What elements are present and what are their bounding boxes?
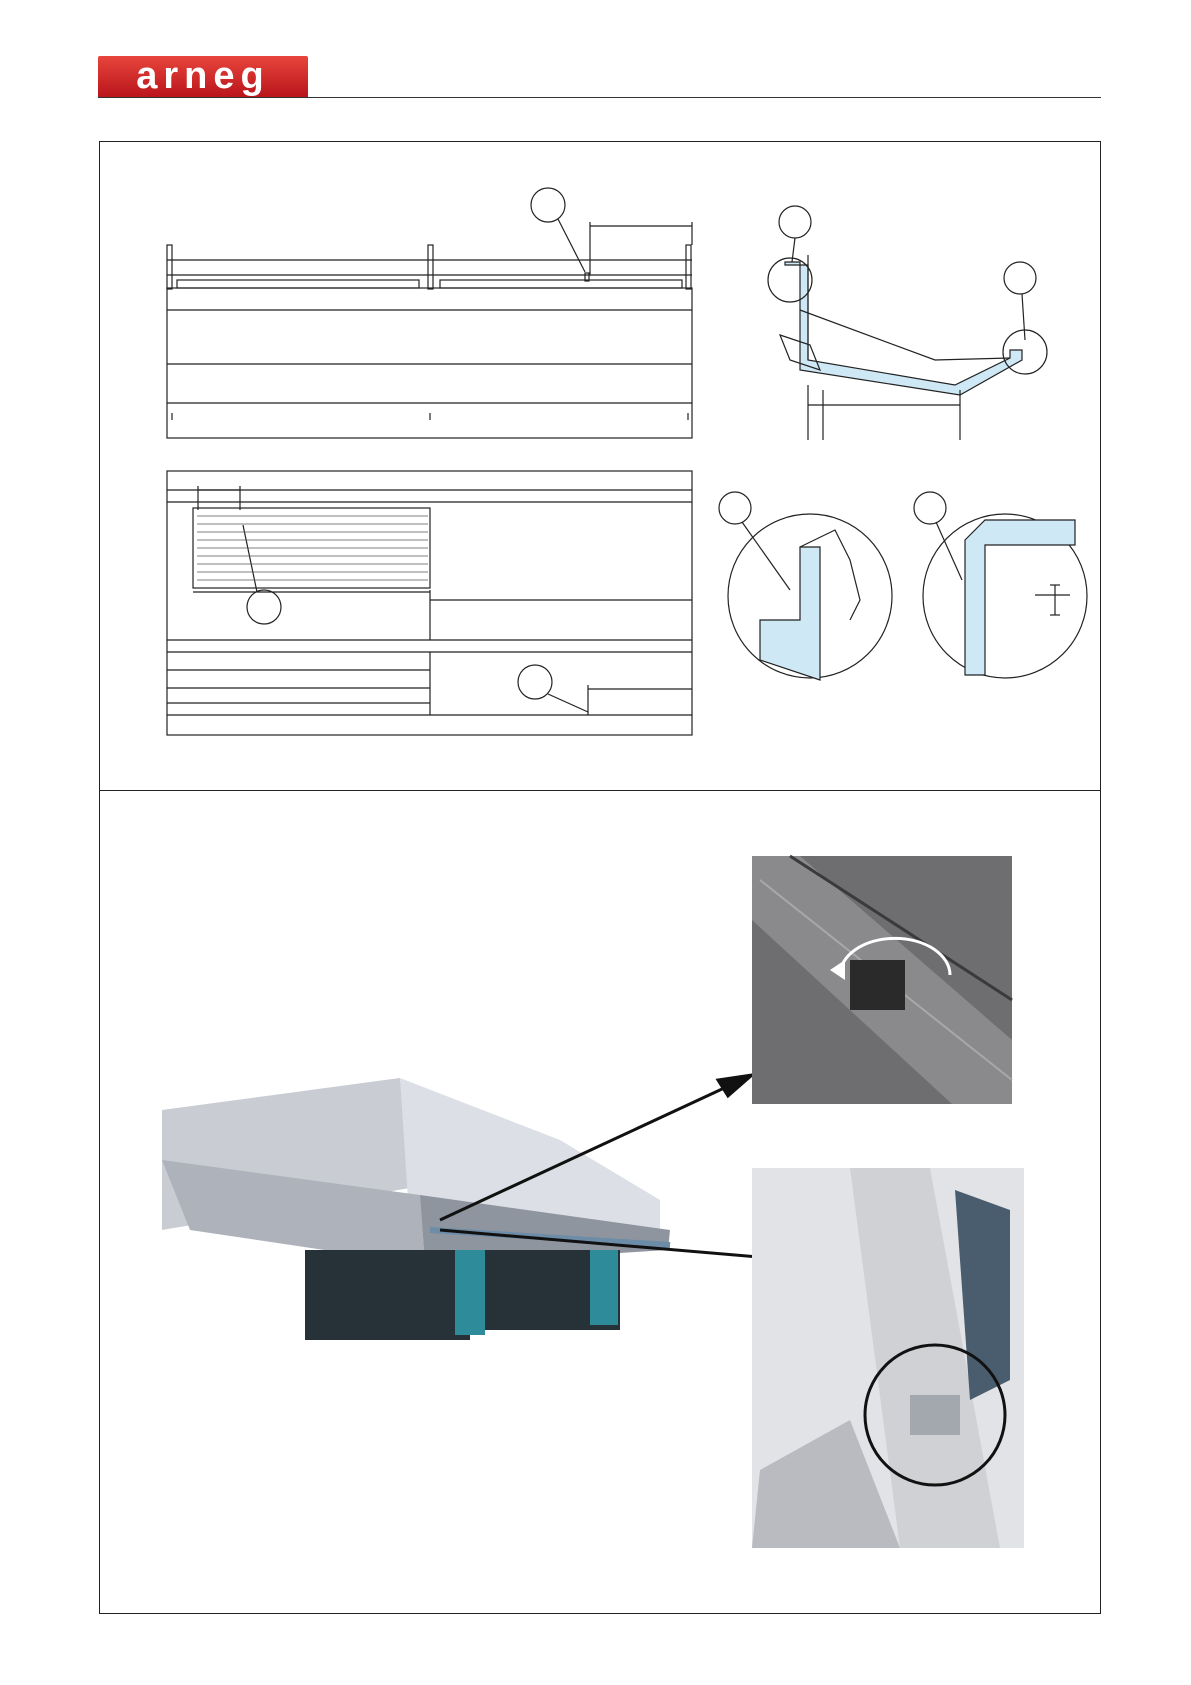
arneg-logo: arneg — [98, 56, 308, 98]
assembly-illustrations-panel — [99, 790, 1101, 1614]
technical-drawings-panel — [99, 141, 1101, 791]
header-rule — [98, 97, 1101, 98]
